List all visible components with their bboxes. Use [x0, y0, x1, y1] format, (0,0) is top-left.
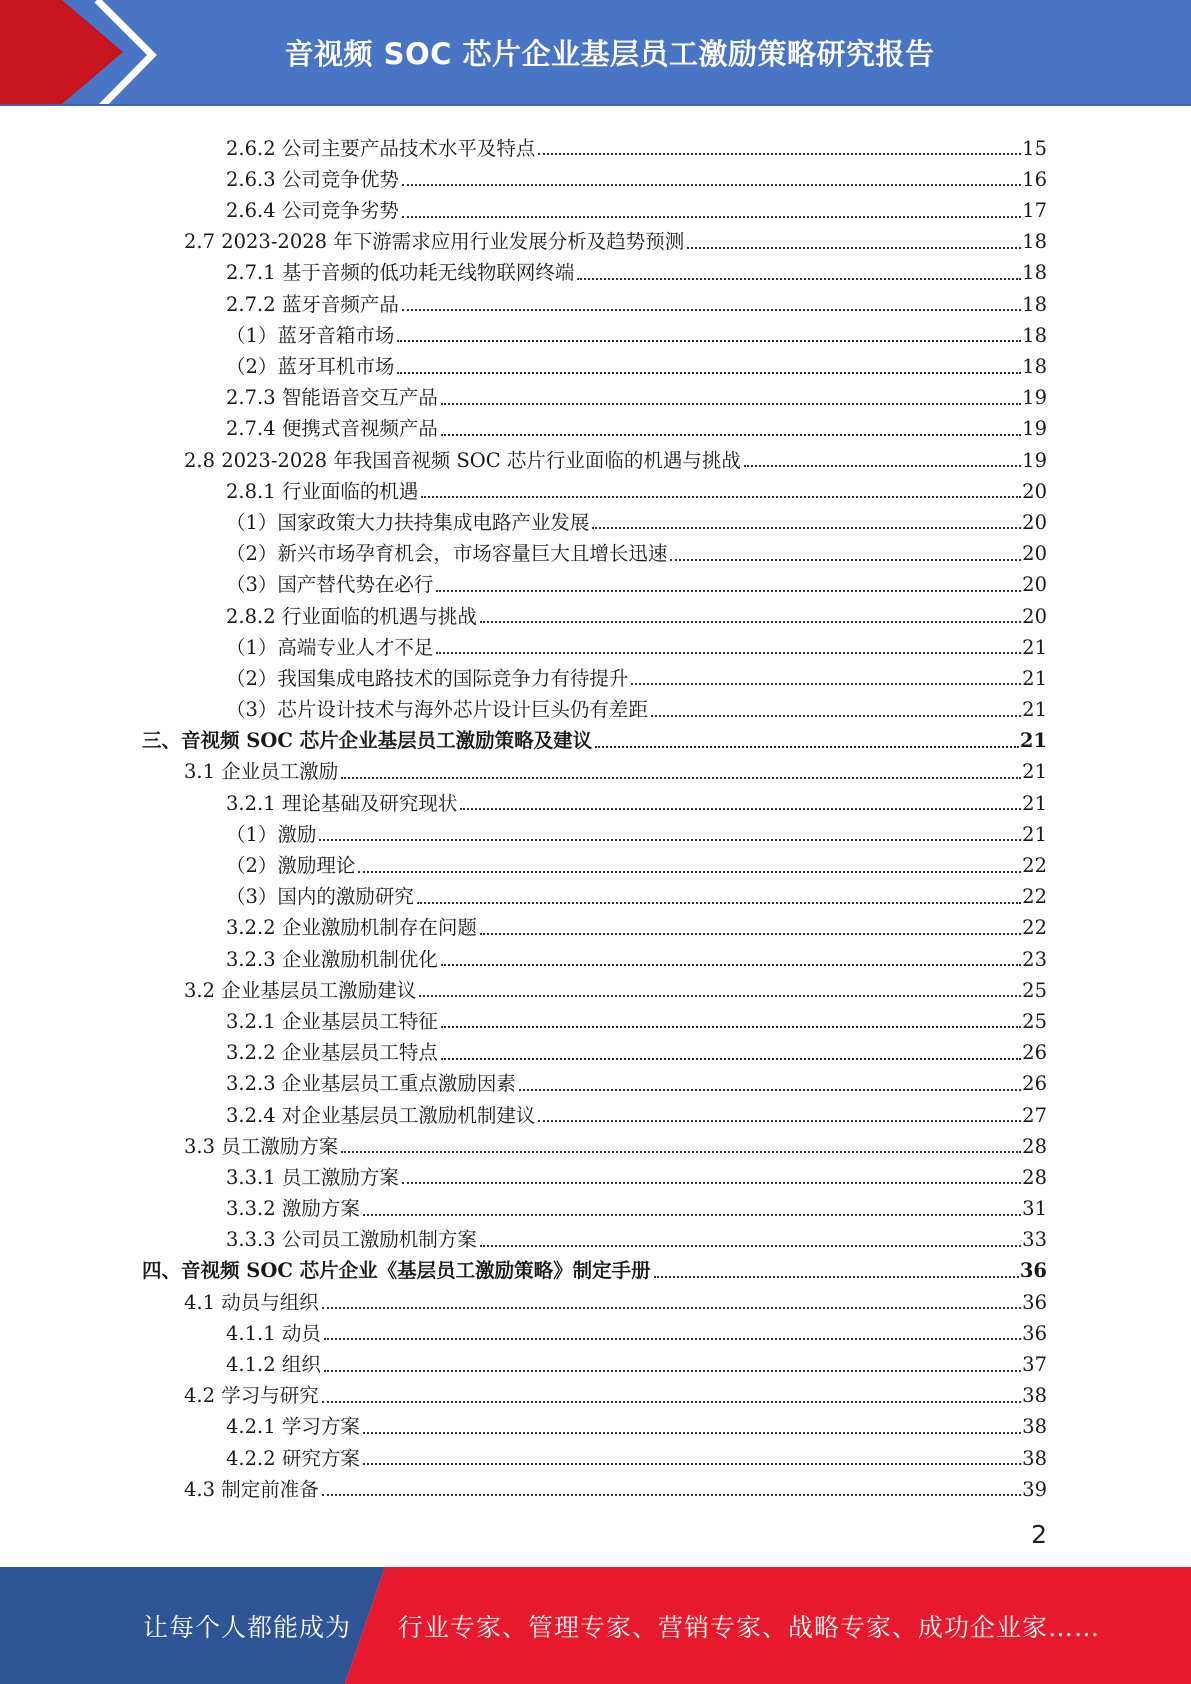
toc-entry-label: （1）蓝牙音箱市场 [226, 323, 395, 347]
toc-entry-page: 28 [1022, 1165, 1047, 1189]
toc-entry[interactable] [0, 1063, 1191, 1094]
toc-entry-label: （3）国内的激励研究 [226, 885, 414, 909]
toc-entry[interactable] [0, 1343, 1191, 1374]
toc-dot-leader [436, 652, 1021, 654]
toc-entry-page: 18 [1022, 292, 1047, 316]
toc-entry-page: 20 [1022, 479, 1047, 503]
toc-dot-leader [654, 1276, 1019, 1278]
toc-entry-label: （3）国产替代势在必行 [226, 573, 434, 597]
toc-dot-leader [577, 278, 1021, 280]
toc-entry[interactable] [0, 283, 1191, 314]
toc-entry-label: 4.1.1 动员 [226, 1321, 321, 1345]
toc-dot-leader [744, 465, 1021, 467]
toc-entry-label: 2.6.2 公司主要产品技术水平及特点 [226, 136, 536, 160]
toc-entry-page: 19 [1022, 386, 1047, 410]
toc-entry-label: 3.2.3 企业激励机制优化 [226, 947, 438, 971]
toc-entry-label: 三、音视频 SOC 芯片企业基层员工激励策略及建议 [142, 729, 593, 753]
toc-entry[interactable] [0, 1031, 1191, 1065]
toc-entry-page: 33 [1022, 1228, 1047, 1252]
toc-entry-label: （2）激励理论 [226, 854, 356, 877]
toc-entry[interactable] [0, 532, 1191, 566]
toc-entry-label: （2）我国集成电路技术的国际竞争力有待提升 [226, 666, 629, 690]
toc-dot-leader [324, 1338, 1021, 1340]
toc-entry-page: 19 [1022, 448, 1047, 472]
toc-entry-label: （3）芯片设计技术与海外芯片设计巨头仍有差距 [226, 698, 648, 722]
toc-dot-leader [358, 871, 1021, 873]
toc-dot-leader [322, 1401, 1021, 1403]
toc-entry-page: 36 [1022, 1321, 1047, 1345]
toc-entry[interactable] [0, 1187, 1191, 1221]
toc-entry[interactable] [0, 813, 1191, 844]
toc-entry-page: 15 [1022, 136, 1047, 160]
toc-entry-page: 23 [1022, 947, 1047, 971]
toc-dot-leader [421, 496, 1021, 498]
toc-entry-label: 4.1.2 组织 [226, 1353, 321, 1376]
toc-entry-page: 22 [1022, 885, 1047, 909]
toc-dot-leader [670, 559, 1021, 561]
toc-entry-label: 2.7 2023-2028 年下游需求应用行业发展分析及趋势预测 [184, 230, 685, 254]
toc-dot-leader [519, 1089, 1021, 1091]
toc-entry-page: 36 [1022, 1290, 1047, 1314]
toc-dot-leader [341, 777, 1021, 779]
header-rule [0, 106, 1191, 111]
toc-entry-page: 18 [1022, 230, 1047, 254]
toc-dot-leader [631, 683, 1021, 685]
toc-entry-page: 22 [1022, 916, 1047, 940]
toc-dot-leader [324, 1370, 1021, 1372]
toc-dot-leader [341, 1151, 1021, 1153]
toc-entry-label: 3.3.2 激励方案 [226, 1197, 360, 1221]
toc-entry[interactable] [0, 314, 1191, 345]
toc-entry[interactable] [0, 252, 1191, 283]
toc-dot-leader [402, 1182, 1021, 1184]
footer-slogan-left: 让每个人都能成为 [143, 1612, 352, 1642]
toc-entry-page: 21 [1022, 698, 1047, 722]
toc-entry-page: 20 [1022, 604, 1047, 628]
toc-entry-page: 26 [1022, 1041, 1047, 1065]
toc-entry-page: 39 [1022, 1477, 1047, 1501]
toc-dot-leader [397, 340, 1021, 342]
toc-entry-page: 21 [1022, 666, 1047, 690]
toc-dot-leader [441, 403, 1021, 405]
toc-dot-leader [480, 933, 1021, 935]
toc-dot-leader [687, 247, 1021, 249]
report-title: 音视频 SOC 芯片企业基层员工激励策略研究报告 [284, 36, 935, 71]
toc-dot-leader [436, 590, 1021, 592]
toc-entry-label: （1）国家政策大力扶持集成电路产业发展 [226, 510, 590, 534]
toc-entry-page: 38 [1022, 1446, 1047, 1470]
toc-entry-label: 2.8.1 行业面临的机遇 [226, 479, 419, 503]
toc-entry-label: （1）高端专业人才不足 [226, 635, 434, 659]
toc-entry-label: 3.2.4 对企业基层员工激励机制建议 [226, 1103, 536, 1127]
toc-entry[interactable] [0, 1125, 1191, 1156]
toc-entry-page: 38 [1022, 1384, 1047, 1408]
toc-entry[interactable] [0, 501, 1191, 532]
toc-entry-label: 2.7.2 蓝牙音频产品 [226, 292, 399, 316]
toc-entry-page: 16 [1022, 167, 1047, 191]
toc-entry-label: 3.2.2 企业基层员工特点 [226, 1041, 438, 1065]
toc-entry[interactable] [0, 1219, 1191, 1250]
toc-entry[interactable] [0, 345, 1191, 376]
toc-entry-label: （2）新兴市场孕育机会，市场容量巨大且增长迅速 [226, 542, 668, 566]
page-number: 2 [1031, 1520, 1047, 1549]
table-of-contents [0, 127, 1191, 1499]
toc-entry[interactable] [0, 564, 1191, 595]
toc-entry[interactable] [0, 470, 1191, 501]
toc-entry-label: 3.2.2 企业激励机制存在问题 [226, 916, 477, 940]
toc-entry-label: 3.3.3 公司员工激励机制方案 [226, 1228, 477, 1252]
toc-entry-page: 18 [1022, 261, 1047, 285]
toc-dot-leader [460, 808, 1021, 810]
toc-entry[interactable] [0, 1156, 1191, 1187]
toc-dot-leader [319, 839, 1021, 841]
toc-entry-page: 21 [1022, 635, 1047, 659]
toc-entry-label: 3.2.3 企业基层员工重点激励因素 [226, 1072, 516, 1096]
page-footer [0, 1567, 1191, 1684]
toc-dot-leader [538, 1120, 1021, 1122]
toc-entry-page: 25 [1022, 1009, 1047, 1033]
toc-dot-leader [441, 434, 1021, 436]
toc-entry-page: 19 [1022, 417, 1047, 441]
toc-entry[interactable] [0, 876, 1191, 907]
toc-entry[interactable] [0, 1250, 1191, 1281]
toc-entry[interactable] [0, 158, 1191, 189]
toc-dot-leader [592, 527, 1021, 529]
toc-entry-label: 4.1 动员与组织 [184, 1290, 319, 1314]
toc-entry-label: （2）蓝牙耳机市场 [226, 355, 395, 378]
toc-dot-leader [480, 1245, 1021, 1247]
toc-dot-leader [538, 153, 1021, 155]
toc-entry[interactable] [0, 1000, 1191, 1031]
toc-entry[interactable] [0, 688, 1191, 722]
toc-entry[interactable] [0, 408, 1191, 439]
toc-entry-label: （1）激励 [226, 822, 317, 846]
toc-entry[interactable] [0, 720, 1191, 751]
toc-entry[interactable] [0, 127, 1191, 158]
toc-entry[interactable] [0, 657, 1191, 688]
toc-entry-label: 2.6.4 公司竞争劣势 [226, 199, 399, 223]
toc-dot-leader [363, 1463, 1021, 1465]
red-arrow-icon [0, 0, 160, 111]
toc-entry-page: 20 [1022, 542, 1047, 566]
toc-entry-label: 2.8 2023-2028 年我国音视频 SOC 芯片行业面临的机遇与挑战 [184, 448, 741, 472]
toc-dot-leader [441, 1058, 1021, 1060]
page-header [0, 0, 1191, 111]
toc-entry-page: 26 [1022, 1072, 1047, 1096]
toc-dot-leader [441, 964, 1021, 966]
toc-dot-leader [402, 309, 1021, 311]
toc-entry[interactable] [0, 189, 1191, 223]
footer-slogan-right: 行业专家、管理专家、营销专家、战略专家、成功企业家…… [398, 1612, 1101, 1642]
toc-entry-page: 27 [1022, 1103, 1047, 1127]
toc-entry-label: 4.3 制定前准备 [184, 1477, 319, 1501]
toc-entry-page: 22 [1022, 854, 1047, 877]
toc-entry[interactable] [0, 1406, 1191, 1437]
toc-entry-label: 2.7.4 便携式音视频产品 [226, 417, 438, 441]
toc-entry[interactable] [0, 626, 1191, 657]
toc-entry[interactable] [0, 1312, 1191, 1343]
toc-dot-leader [402, 216, 1021, 218]
toc-entry[interactable] [0, 595, 1191, 626]
toc-entry[interactable] [0, 907, 1191, 938]
toc-entry[interactable] [0, 1437, 1191, 1468]
toc-entry-label: 3.3.1 员工激励方案 [226, 1165, 399, 1189]
toc-entry-page: 21 [1022, 791, 1047, 815]
toc-entry-page: 20 [1022, 573, 1047, 597]
toc-entry-page: 18 [1022, 323, 1047, 347]
toc-dot-leader [441, 1026, 1021, 1028]
toc-entry-page: 17 [1022, 199, 1047, 223]
toc-entry-page: 21 [1019, 729, 1047, 753]
toc-entry-page: 21 [1022, 822, 1047, 846]
toc-dot-leader [322, 1307, 1021, 1309]
toc-entry[interactable] [0, 377, 1191, 408]
toc-entry-page: 36 [1019, 1259, 1047, 1283]
toc-entry-page: 31 [1022, 1197, 1047, 1221]
toc-dot-leader [402, 184, 1021, 186]
toc-entry-label: 2.6.3 公司竞争优势 [226, 167, 399, 191]
toc-entry-page: 20 [1022, 510, 1047, 534]
toc-dot-leader [480, 621, 1021, 623]
toc-entry-page: 28 [1022, 1134, 1047, 1158]
toc-entry-label: 4.2 学习与研究 [184, 1384, 319, 1408]
toc-dot-leader [651, 715, 1021, 717]
toc-entry-page: 18 [1022, 355, 1047, 378]
toc-entry-page: 21 [1022, 760, 1047, 784]
toc-entry-page: 37 [1022, 1353, 1047, 1376]
toc-dot-leader [417, 902, 1021, 904]
toc-entry[interactable] [0, 439, 1191, 470]
toc-dot-leader [419, 995, 1021, 997]
toc-dot-leader [363, 1432, 1021, 1434]
toc-dot-leader [595, 746, 1019, 748]
toc-entry[interactable] [0, 1094, 1191, 1125]
toc-entry[interactable] [0, 1468, 1191, 1499]
toc-entry[interactable] [0, 1375, 1191, 1406]
toc-entry[interactable] [0, 938, 1191, 969]
toc-entry-label: 四、音视频 SOC 芯片企业《基层员工激励策略》制定手册 [142, 1259, 651, 1283]
toc-entry-label: 2.7.3 智能语音交互产品 [226, 386, 438, 410]
toc-entry[interactable] [0, 1281, 1191, 1312]
toc-entry-label: 3.1 企业员工激励 [184, 760, 339, 784]
toc-entry-label: 3.2.1 企业基层员工特征 [226, 1009, 438, 1033]
toc-entry-label: 2.8.2 行业面临的机遇与挑战 [226, 604, 477, 628]
toc-entry-label: 3.2.1 理论基础及研究现状 [226, 791, 458, 815]
toc-entry[interactable] [0, 221, 1191, 252]
toc-entry-label: 2.7.1 基于音频的低功耗无线物联网终端 [226, 261, 575, 285]
toc-entry[interactable] [0, 782, 1191, 813]
toc-dot-leader [363, 1214, 1021, 1216]
toc-entry-label: 3.3 员工激励方案 [184, 1134, 339, 1158]
toc-entry[interactable] [0, 969, 1191, 1000]
toc-entry-page: 38 [1022, 1415, 1047, 1439]
toc-entry-label: 4.2.2 研究方案 [226, 1446, 360, 1470]
toc-entry-page: 25 [1022, 978, 1047, 1002]
toc-dot-leader [322, 1494, 1021, 1496]
toc-entry-label: 3.2 企业基层员工激励建议 [184, 978, 417, 1002]
toc-entry[interactable] [0, 844, 1191, 875]
toc-entry-label: 4.2.1 学习方案 [226, 1415, 360, 1439]
toc-entry[interactable] [0, 751, 1191, 782]
toc-dot-leader [397, 372, 1021, 374]
